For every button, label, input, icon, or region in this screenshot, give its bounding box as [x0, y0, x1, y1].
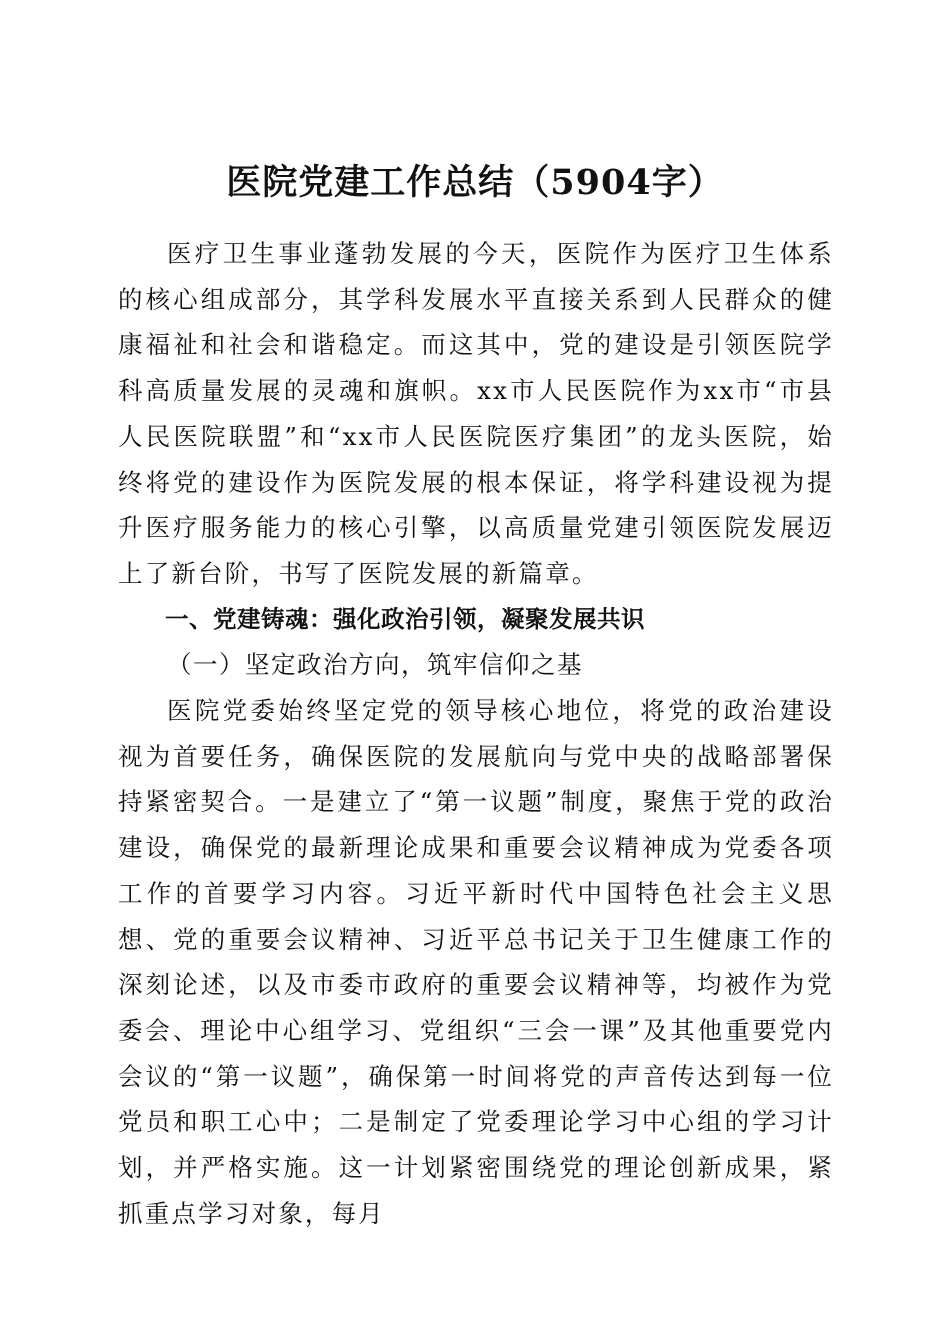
subsection-heading-1: （一）坚定政治方向，筑牢信仰之基 [167, 650, 583, 680]
section-heading-1: 一、党建铸魂：强化政治引领，凝聚发展共识 [165, 604, 645, 633]
document-title: 医院党建工作总结（5904字） [226, 162, 724, 204]
intro-paragraph: 医疗卫生事业蓬勃发展的今天，医院作为医疗卫生体系的核心组成部分，其学科发展水平直接关系到人民群众的健康福祉和社会和谐稳定。而这其中，党的建设是引领医院学科高质量发展的灵魂和旗帜。xx市人民医院作为xx市“市县人民医院联盟”和“xx市人民医院医疗集团”的龙头医院，始终将党的建设作为医院发展的根本保证，将学科建设视为提升医疗服务能力的核心引擎，以高质量党建引领医院发展迈上了新台阶，书写了医院发展的新篇章。 [118, 239, 834, 588]
document-body [118, 231, 834, 1236]
body-paragraph-2: 医院党委始终坚定党的领导核心地位，将党的政治建设视为首要任务，确保医院的发展航向与党中央的战略部署保持紧密契合。一是建立了“第一议题”制度，聚焦于党的政治建设，确保党的最新理论成果和重要会议精神成为党委各项工作的首要学习内容。习近平新时代中国特色社会主义思想、党的重要会议精神、习近平总书记关于卫生健康工作的深刻论述，以及市委市政府的重要会议精神等，均被作为党委会、理论中心组学习、党组织“三会一课”及其他重要党内会议的“第一议题”，确保第一时间将党的声音传达到每一位党员和职工心中；二是制定了党委理论学习中心组的学习计划，并严格实施。这一计划紧密围绕党的理论创新成果，紧抓重点学习对象，每月 [118, 696, 834, 1228]
